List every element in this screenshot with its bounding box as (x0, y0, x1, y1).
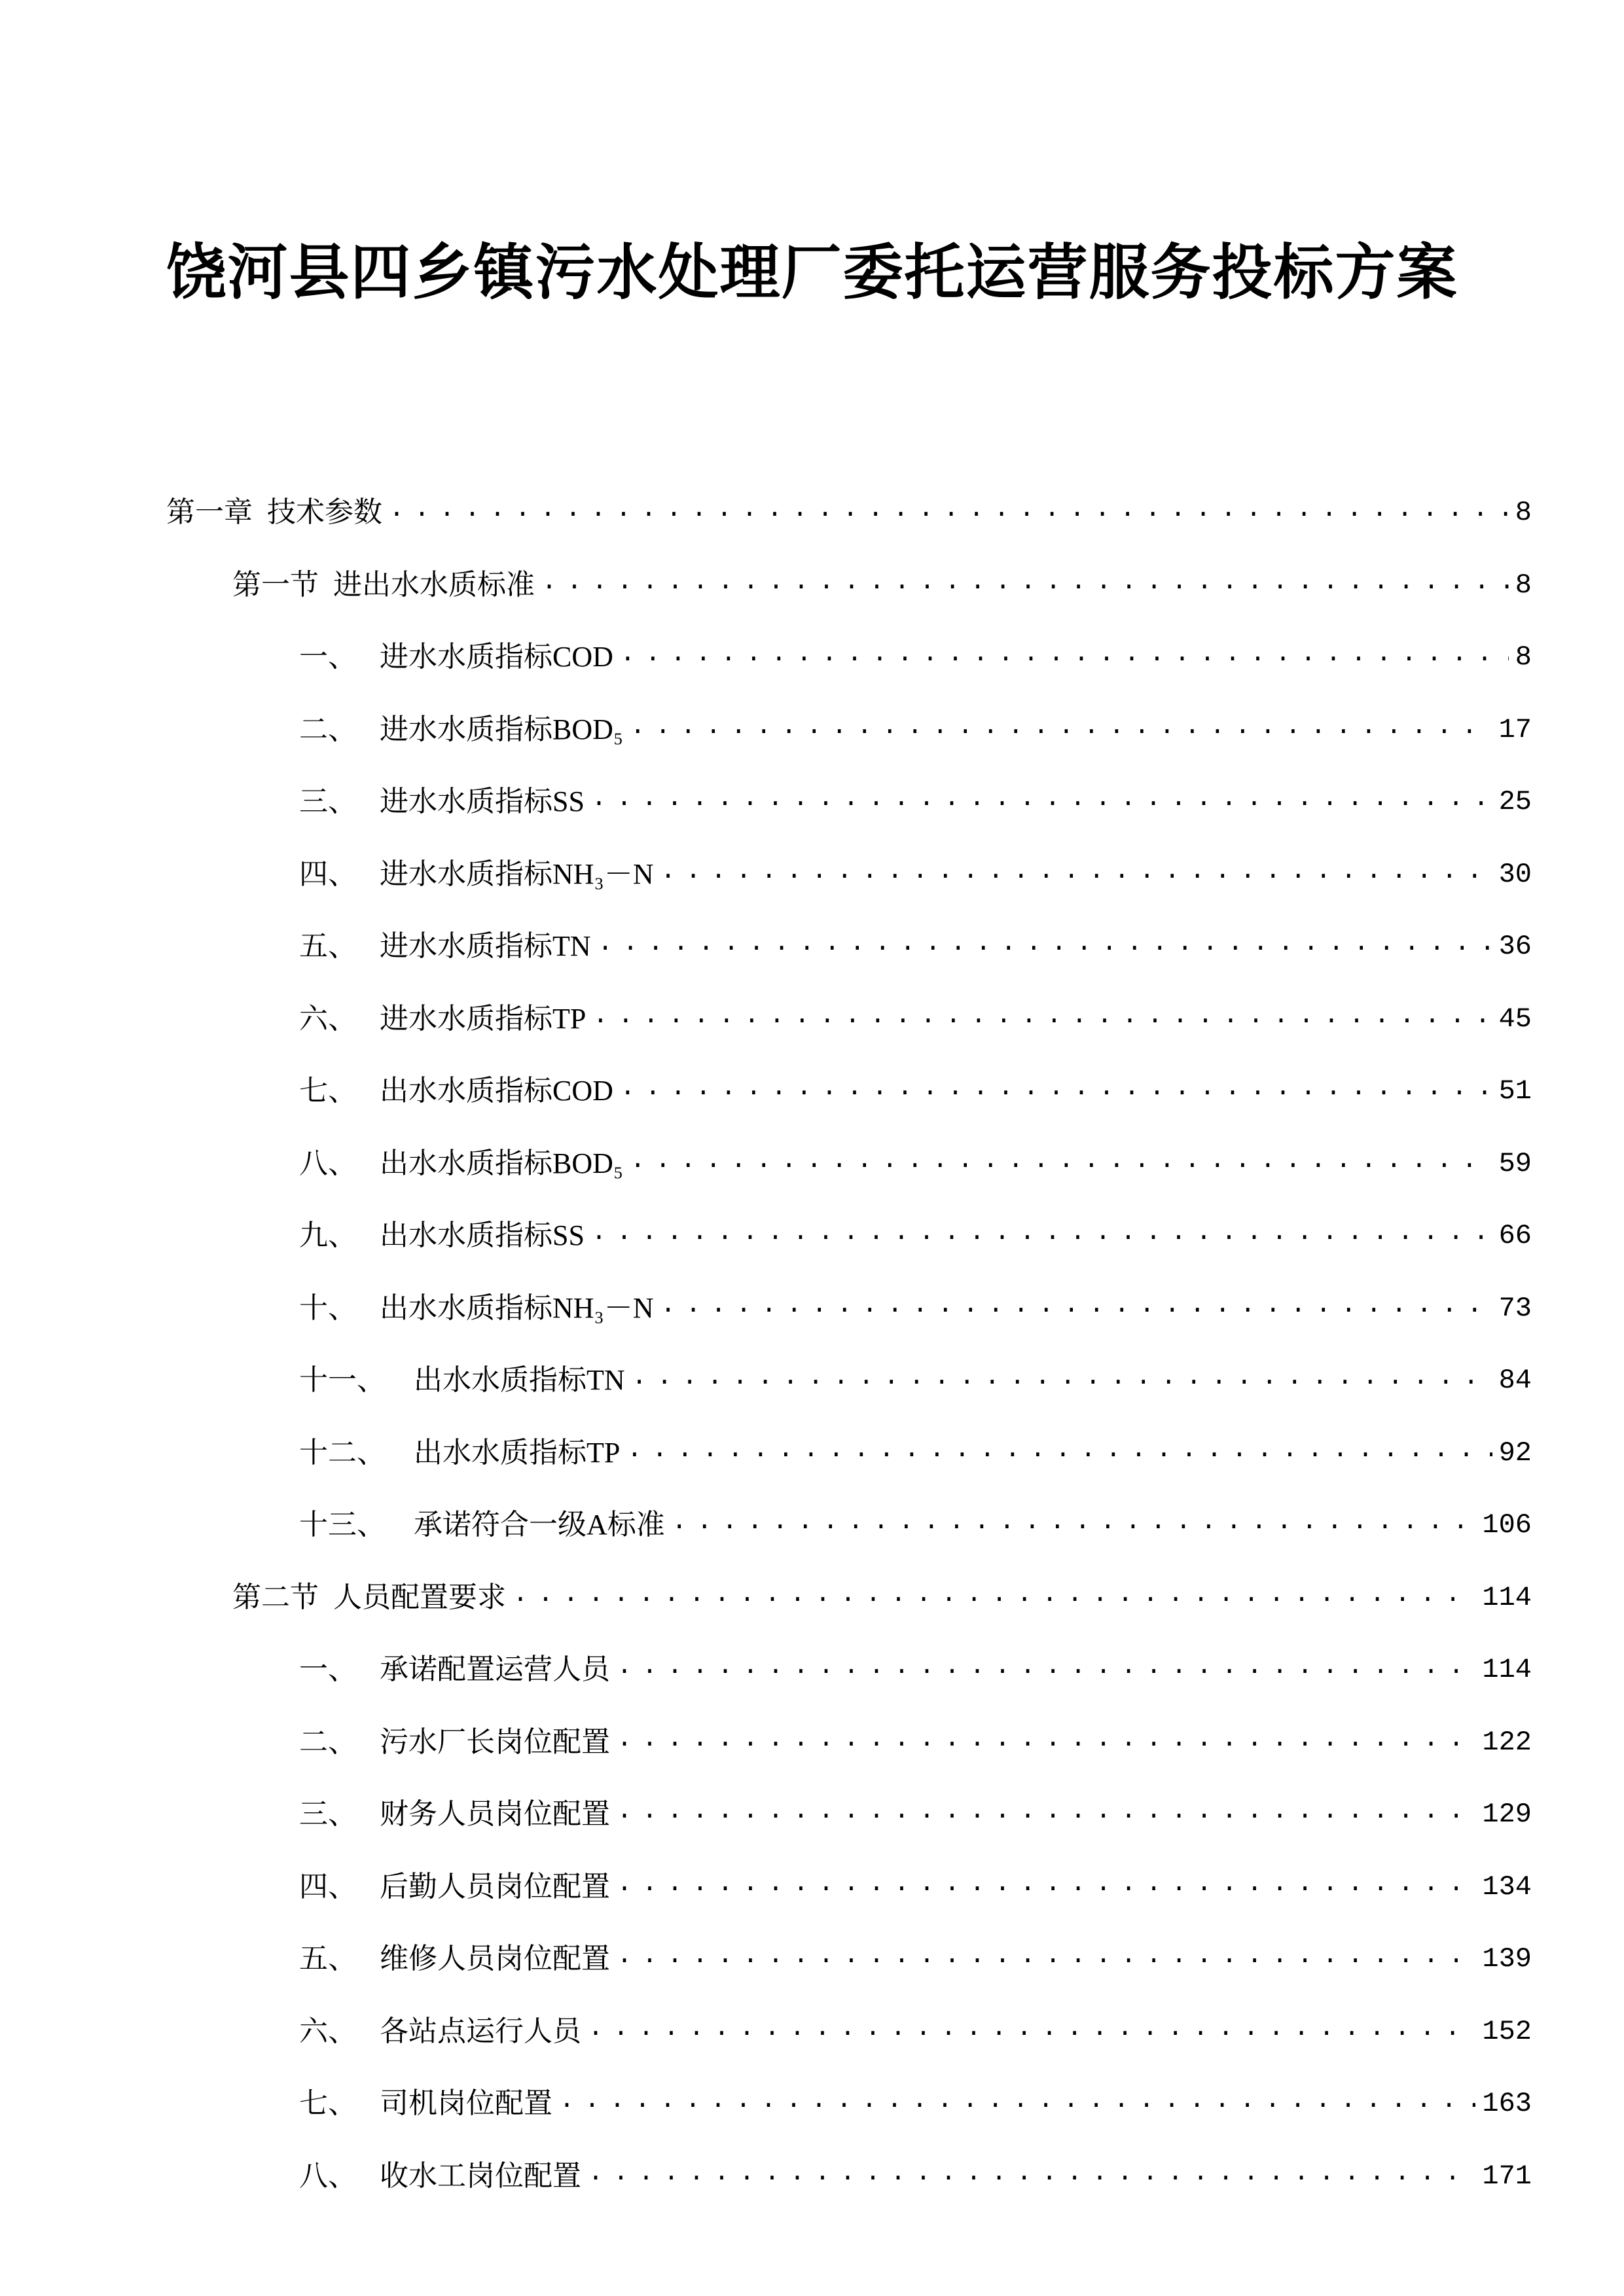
toc-entry-title: 进水水质指标BOD₅ (380, 713, 624, 745)
toc-entry-number: 一、 (299, 640, 357, 674)
toc-entry-number: 九、 (299, 1219, 357, 1253)
toc-entry-page: 92 (1498, 1437, 1532, 1469)
toc-entry[interactable] (0, 694, 1624, 766)
toc-entry-page: 51 (1498, 1075, 1532, 1107)
toc-entry[interactable] (0, 1417, 1624, 1490)
toc-entry[interactable] (0, 1128, 1624, 1200)
dot-leader (617, 1704, 1475, 1776)
toc-entry-title: 维修人员岗位配置 (380, 1943, 610, 1975)
toc-entry-number: 七、 (299, 2087, 357, 2121)
dot-leader (660, 1270, 1492, 1342)
toc-entry[interactable] (0, 838, 1624, 911)
dot-leader (591, 1197, 1492, 1269)
dot-leader (660, 836, 1492, 908)
dot-leader (588, 1993, 1475, 2065)
toc-entry-page: 59 (1498, 1147, 1532, 1179)
toc-entry-title: 进水水质指标NH₃－N (380, 857, 654, 890)
toc-entry[interactable] (0, 1200, 1624, 1272)
toc-entry-title: 出水水质指标NH₃－N (380, 1291, 654, 1324)
toc-entry-number: 四、 (299, 857, 357, 891)
toc-entry-title: 进水水质指标SS (380, 785, 585, 818)
dot-leader (592, 980, 1492, 1052)
toc-entry-number: 八、 (299, 1146, 357, 1180)
toc-entry-page: 8 (1515, 497, 1532, 529)
toc-entry-page: 25 (1498, 786, 1532, 818)
toc-entry[interactable] (0, 1055, 1624, 1128)
toc-entry-title: 进水水质指标COD (380, 641, 613, 673)
toc-entry[interactable] (0, 1272, 1624, 1345)
toc-entry-title: 出水水质指标TP (414, 1436, 621, 1469)
dot-leader (389, 474, 1509, 546)
toc-entry-page: 134 (1482, 1871, 1532, 1903)
toc-entry[interactable] (0, 1562, 1624, 1634)
toc-entry-number: 一、 (299, 1653, 357, 1687)
dot-leader (617, 1920, 1475, 1992)
toc-entry-number: 十、 (299, 1291, 357, 1325)
toc-entry-page: 114 (1482, 1654, 1532, 1686)
toc-entry-page: 8 (1515, 641, 1532, 673)
toc-entry[interactable] (0, 1923, 1624, 1996)
toc-entry-title: 进出水水质标准 (333, 568, 535, 601)
toc-entry-page: 122 (1482, 1726, 1532, 1758)
toc-entry[interactable] (0, 1634, 1624, 1706)
toc-entry-title: 后勤人员岗位配置 (380, 1870, 610, 1903)
toc-entry-number: 三、 (299, 1797, 357, 1831)
toc-entry-title: 司机岗位配置 (380, 2087, 552, 2120)
toc-entry-page: 8 (1515, 569, 1532, 601)
dot-leader (591, 763, 1492, 835)
dot-leader (620, 619, 1509, 691)
toc-entry-page: 114 (1482, 1581, 1532, 1613)
dot-leader (598, 908, 1492, 980)
toc-entry[interactable] (0, 1706, 1624, 1779)
dot-leader (620, 1052, 1492, 1124)
toc-entry[interactable] (0, 1996, 1624, 2068)
toc-entry[interactable] (0, 766, 1624, 838)
toc-entry-page: 17 (1498, 713, 1532, 745)
toc-entry-title: 承诺配置运营人员 (380, 1653, 610, 1686)
toc-entry-page: 30 (1498, 858, 1532, 890)
dot-leader (630, 1125, 1492, 1197)
toc-entry-page: 129 (1482, 1799, 1532, 1831)
toc-entry[interactable] (0, 1489, 1624, 1562)
toc-entry[interactable] (0, 983, 1624, 1056)
toc-entry[interactable] (0, 476, 1624, 549)
toc-entry-title: 进水水质指标TN (380, 930, 591, 963)
toc-entry-number: 十二、 (299, 1435, 386, 1469)
toc-entry-number: 十一、 (299, 1363, 386, 1397)
toc-entry-number: 八、 (299, 2159, 357, 2193)
toc-entry[interactable] (0, 2140, 1624, 2213)
toc-entry-number: 三、 (299, 785, 357, 819)
toc-entry-number: 第一章 (166, 495, 253, 529)
dot-leader (559, 2065, 1475, 2137)
toc-entry-title: 人员配置要求 (333, 1581, 506, 1613)
toc-entry-number: 四、 (299, 1869, 357, 1903)
dot-leader (617, 1848, 1475, 1920)
toc-entry-title: 污水厂长岗位配置 (380, 1725, 610, 1758)
toc-entry[interactable] (0, 549, 1624, 622)
toc-entry-number: 第二节 (232, 1580, 319, 1614)
toc-entry-page: 73 (1498, 1292, 1532, 1324)
toc-entry-number: 第一节 (232, 567, 319, 601)
toc-entry-page: 66 (1498, 1220, 1532, 1252)
toc-entry-title: 各站点运行人员 (380, 2015, 581, 2047)
toc-entry-title: 财务人员岗位配置 (380, 1798, 610, 1831)
dot-leader (513, 1559, 1475, 1631)
toc-entry-number: 六、 (299, 2014, 357, 2048)
toc-entry[interactable] (0, 2068, 1624, 2140)
document-title: 饶河县四乡镇污水处理厂委托运营服务投标方案 (166, 237, 1458, 308)
toc-entry-page: 139 (1482, 1943, 1532, 1975)
toc-entry-number: 五、 (299, 1942, 357, 1976)
toc-entry[interactable] (0, 1851, 1624, 1924)
dot-leader (630, 691, 1492, 763)
toc-entry[interactable] (0, 1344, 1624, 1417)
toc-entry-title: 收水工岗位配置 (380, 2159, 581, 2192)
toc-entry-number: 五、 (299, 929, 357, 963)
toc-entry-title: 技术参数 (267, 496, 382, 529)
toc-entry-number: 七、 (299, 1074, 357, 1108)
dot-leader (626, 1414, 1492, 1486)
dot-leader (632, 1342, 1492, 1414)
dot-leader (617, 1776, 1475, 1848)
toc-entry-title: 出水水质指标TN (414, 1364, 625, 1397)
dot-leader (588, 2138, 1475, 2210)
table-of-contents (0, 476, 1624, 2212)
toc-entry-title: 出水水质指标BOD₅ (380, 1147, 624, 1179)
toc-entry-page: 171 (1482, 2160, 1532, 2192)
toc-entry-number: 二、 (299, 1725, 357, 1759)
toc-entry-page: 45 (1498, 1003, 1532, 1035)
toc-entry-number: 十三、 (299, 1508, 386, 1542)
dot-leader (541, 547, 1509, 619)
toc-entry-page: 152 (1482, 2015, 1532, 2047)
toc-entry-title: 承诺符合一级A标准 (414, 1509, 665, 1541)
dot-leader (672, 1486, 1476, 1558)
toc-entry[interactable] (0, 621, 1624, 694)
dot-leader (617, 1631, 1475, 1703)
toc-entry-title: 出水水质指标SS (380, 1219, 585, 1252)
toc-entry-title: 进水水质指标TP (380, 1002, 586, 1035)
toc-entry-page: 163 (1482, 2088, 1532, 2120)
toc-entry[interactable] (0, 910, 1624, 983)
toc-entry[interactable] (0, 1778, 1624, 1851)
toc-entry-title: 出水水质指标COD (380, 1075, 613, 1107)
toc-entry-page: 84 (1498, 1365, 1532, 1397)
toc-entry-page: 36 (1498, 931, 1532, 963)
toc-entry-number: 六、 (299, 1001, 357, 1035)
toc-entry-number: 二、 (299, 712, 357, 746)
toc-entry-page: 106 (1482, 1509, 1532, 1541)
